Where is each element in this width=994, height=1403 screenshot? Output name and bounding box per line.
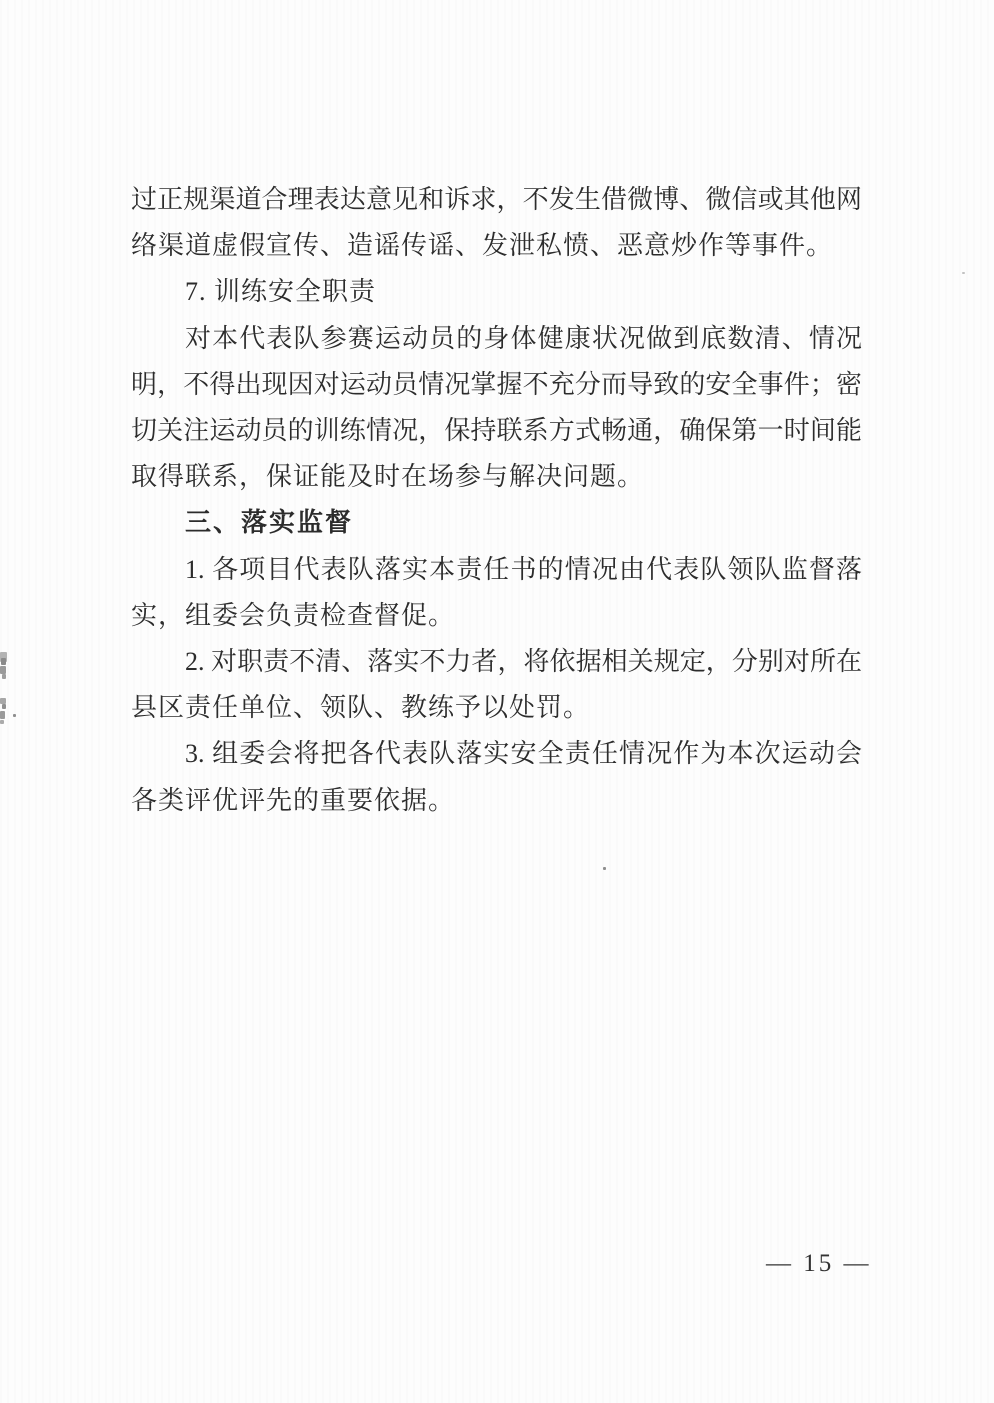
text-line: 取得联系，保证能及时在场参与解决问题。 [131, 462, 645, 492]
scan-speck [603, 867, 606, 870]
text-line: 切关注运动员的训练情况，保持联系方式畅通，确保第一时间能 [131, 416, 862, 446]
scan-speck [2, 704, 6, 709]
text-line: 2. 对职责不清、落实不力者，将依据相关规定，分别对所在 [185, 647, 862, 677]
scan-speck [962, 272, 965, 274]
text-line: 县区责任单位、领队、教练予以处罚。 [131, 693, 591, 723]
text-line: 3. 组委会将把各代表队落实安全责任情况作为本次运动会 [185, 739, 862, 769]
text-line: 各类评优评先的重要依据。 [131, 785, 456, 815]
text-line: 1. 各项目代表队落实本责任书的情况由代表队领队监督落 [185, 554, 862, 584]
scan-speck [13, 714, 16, 717]
text-line: 过正规渠道合理表达意见和诉求，不发生借微博、微信或其他网 [131, 185, 862, 214]
text-line: 实，组委会负责检查督促。 [131, 600, 456, 630]
section-heading-7: 7. 训练安全职责 [185, 277, 377, 307]
scan-speck [0, 720, 4, 724]
scan-speck [0, 666, 6, 674]
text-line: 对本代表队参赛运动员的身体健康状况做到底数清、情况 [185, 323, 862, 353]
text-line: 络渠道虚假宣传、造谣传谣、发泄私愤、恶意炒作等事件。 [131, 231, 834, 261]
scan-speck [2, 674, 6, 679]
scan-speck [1, 658, 6, 665]
page-number: — 15 — [766, 1250, 872, 1277]
scan-speck [0, 711, 5, 719]
document-body [131, 177, 862, 824]
text-line: 明，不得出现因对运动员情况掌握不充分而导致的安全事件；密 [131, 369, 862, 399]
section-heading-3: 三、落实监督 [185, 508, 354, 538]
